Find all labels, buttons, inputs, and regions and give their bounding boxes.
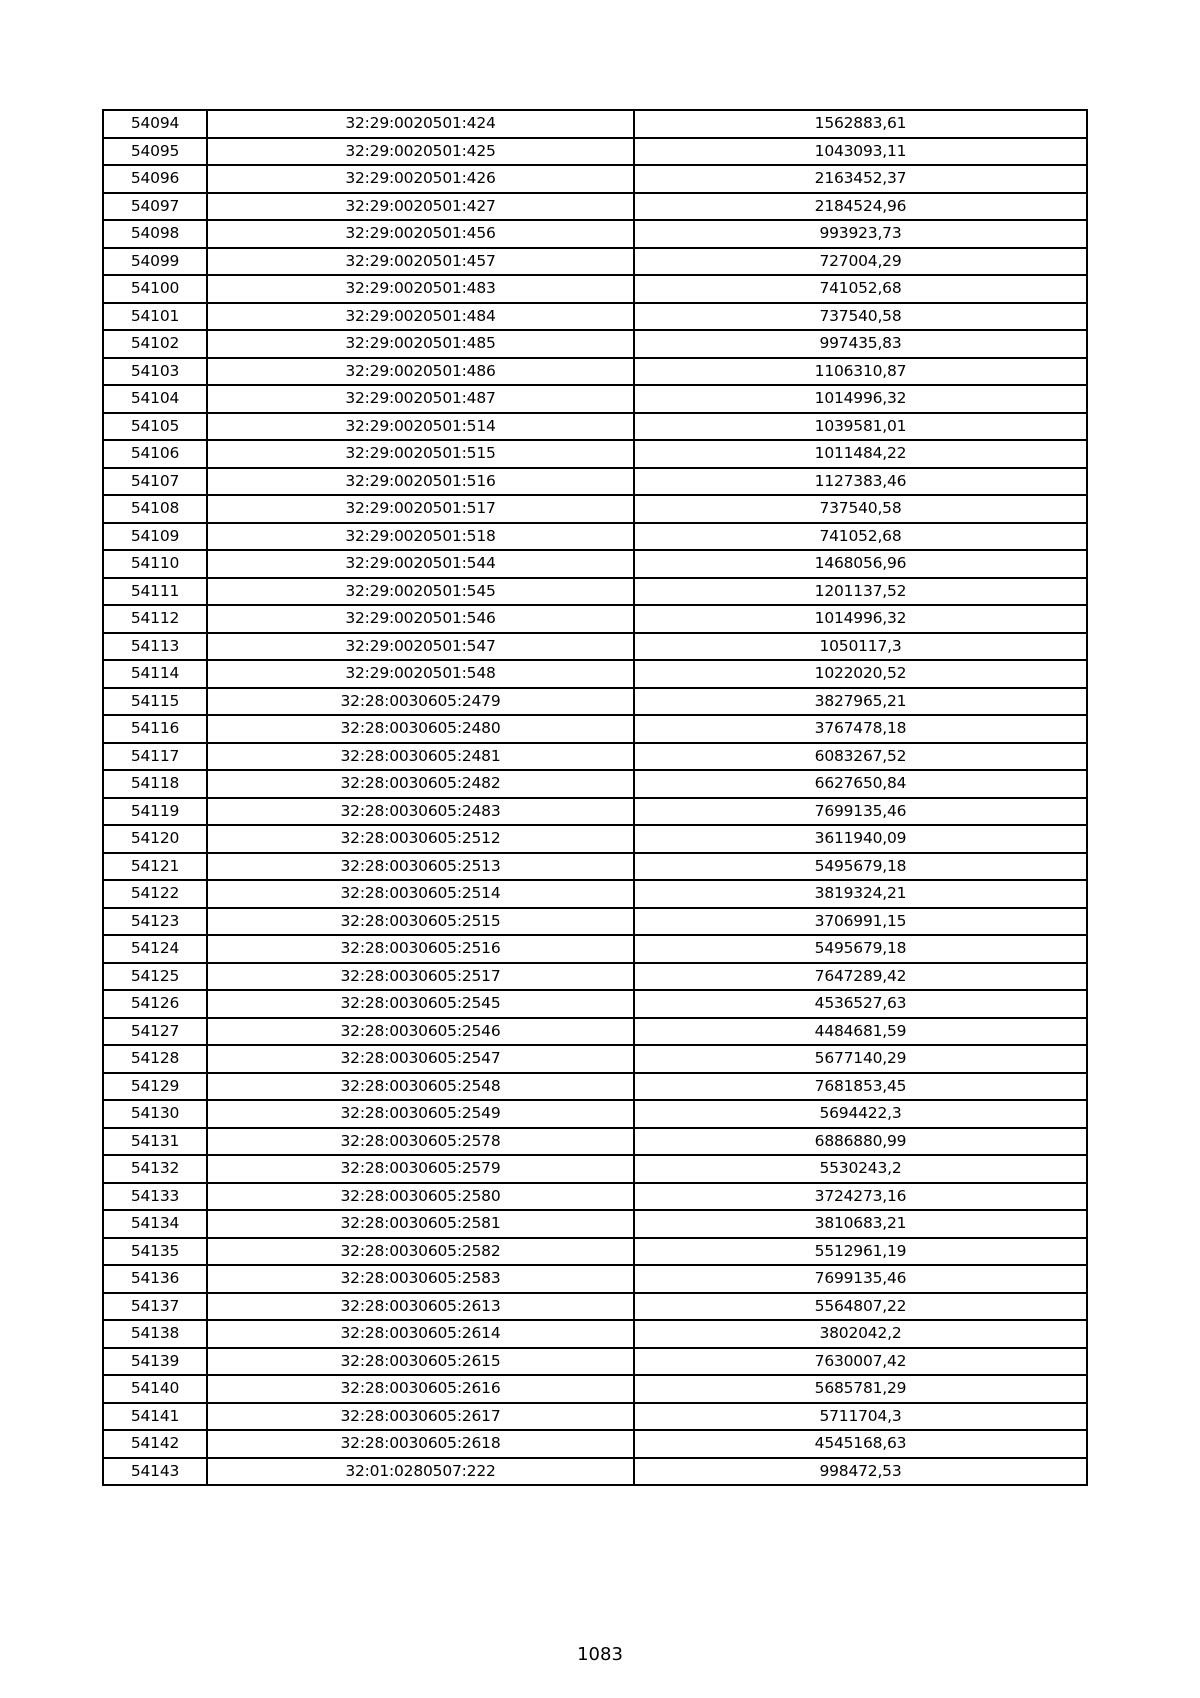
cadastral-number-cell: 32:28:0030605:2547 — [207, 1045, 634, 1073]
table-row — [103, 1320, 1087, 1348]
cadastral-number-cell: 32:28:0030605:2479 — [207, 688, 634, 716]
table-row — [103, 990, 1087, 1018]
row-number-cell: 54111 — [103, 578, 207, 606]
value-cell: 1201137,52 — [634, 578, 1087, 606]
table-row — [103, 275, 1087, 303]
row-number-cell: 54130 — [103, 1100, 207, 1128]
value-cell: 5495679,18 — [634, 853, 1087, 881]
value-cell: 1039581,01 — [634, 413, 1087, 441]
cadastral-number-cell: 32:28:0030605:2549 — [207, 1100, 634, 1128]
row-number-cell: 54105 — [103, 413, 207, 441]
value-cell: 997435,83 — [634, 330, 1087, 358]
cadastral-number-cell: 32:29:0020501:545 — [207, 578, 634, 606]
cadastral-number-cell: 32:28:0030605:2546 — [207, 1018, 634, 1046]
cadastral-number-cell: 32:29:0020501:546 — [207, 605, 634, 633]
table-row — [103, 1403, 1087, 1431]
table-row — [103, 880, 1087, 908]
cadastral-number-cell: 32:28:0030605:2483 — [207, 798, 634, 826]
value-cell: 3810683,21 — [634, 1210, 1087, 1238]
cadastral-number-cell: 32:28:0030605:2513 — [207, 853, 634, 881]
cadastral-number-cell: 32:29:0020501:515 — [207, 440, 634, 468]
value-cell: 741052,68 — [634, 523, 1087, 551]
value-cell: 3706991,15 — [634, 908, 1087, 936]
table-row — [103, 220, 1087, 248]
value-cell: 1468056,96 — [634, 550, 1087, 578]
cadastral-number-cell: 32:28:0030605:2516 — [207, 935, 634, 963]
value-cell: 737540,58 — [634, 303, 1087, 331]
value-cell: 5685781,29 — [634, 1375, 1087, 1403]
row-number-cell: 54116 — [103, 715, 207, 743]
value-cell: 5694422,3 — [634, 1100, 1087, 1128]
cadastral-number-cell: 32:28:0030605:2614 — [207, 1320, 634, 1348]
table-row — [103, 110, 1087, 138]
value-cell: 4545168,63 — [634, 1430, 1087, 1458]
value-cell: 5512961,19 — [634, 1238, 1087, 1266]
value-cell: 3724273,16 — [634, 1183, 1087, 1211]
table-row — [103, 193, 1087, 221]
cadastral-number-cell: 32:28:0030605:2578 — [207, 1128, 634, 1156]
cadastral-number-cell: 32:28:0030605:2480 — [207, 715, 634, 743]
cadastral-number-cell: 32:29:0020501:427 — [207, 193, 634, 221]
table-row — [103, 853, 1087, 881]
value-cell: 737540,58 — [634, 495, 1087, 523]
cadastral-number-cell: 32:29:0020501:485 — [207, 330, 634, 358]
cadastral-number-cell: 32:28:0030605:2618 — [207, 1430, 634, 1458]
table-row — [103, 248, 1087, 276]
row-number-cell: 54137 — [103, 1293, 207, 1321]
value-cell: 1014996,32 — [634, 605, 1087, 633]
table-row — [103, 1238, 1087, 1266]
table-row — [103, 1100, 1087, 1128]
row-number-cell: 54139 — [103, 1348, 207, 1376]
table-row — [103, 1210, 1087, 1238]
row-number-cell: 54112 — [103, 605, 207, 633]
row-number-cell: 54094 — [103, 110, 207, 138]
value-cell: 6083267,52 — [634, 743, 1087, 771]
row-number-cell: 54114 — [103, 660, 207, 688]
row-number-cell: 54115 — [103, 688, 207, 716]
table-row — [103, 1375, 1087, 1403]
row-number-cell: 54123 — [103, 908, 207, 936]
row-number-cell: 54120 — [103, 825, 207, 853]
value-cell: 998472,53 — [634, 1458, 1087, 1486]
cadastral-number-cell: 32:29:0020501:548 — [207, 660, 634, 688]
value-cell: 4536527,63 — [634, 990, 1087, 1018]
value-cell: 3819324,21 — [634, 880, 1087, 908]
cadastral-number-cell: 32:01:0280507:222 — [207, 1458, 634, 1486]
table-row — [103, 798, 1087, 826]
cadastral-number-cell: 32:29:0020501:456 — [207, 220, 634, 248]
row-number-cell: 54131 — [103, 1128, 207, 1156]
row-number-cell: 54143 — [103, 1458, 207, 1486]
table-row — [103, 440, 1087, 468]
value-cell: 1106310,87 — [634, 358, 1087, 386]
row-number-cell: 54121 — [103, 853, 207, 881]
cadastral-number-cell: 32:29:0020501:547 — [207, 633, 634, 661]
row-number-cell: 54113 — [103, 633, 207, 661]
value-cell: 741052,68 — [634, 275, 1087, 303]
row-number-cell: 54108 — [103, 495, 207, 523]
table-row — [103, 138, 1087, 166]
cadastral-number-cell: 32:28:0030605:2548 — [207, 1073, 634, 1101]
value-cell: 6886880,99 — [634, 1128, 1087, 1156]
cadastral-number-cell: 32:28:0030605:2481 — [207, 743, 634, 771]
table-row — [103, 1348, 1087, 1376]
row-number-cell: 54135 — [103, 1238, 207, 1266]
value-cell: 7647289,42 — [634, 963, 1087, 991]
value-cell: 1127383,46 — [634, 468, 1087, 496]
row-number-cell: 54095 — [103, 138, 207, 166]
table-row — [103, 1018, 1087, 1046]
row-number-cell: 54133 — [103, 1183, 207, 1211]
table-row — [103, 523, 1087, 551]
cadastral-number-cell: 32:28:0030605:2482 — [207, 770, 634, 798]
table-row — [103, 165, 1087, 193]
cadastral-number-cell: 32:28:0030605:2616 — [207, 1375, 634, 1403]
value-cell: 1043093,11 — [634, 138, 1087, 166]
table-row — [103, 825, 1087, 853]
value-cell: 3611940,09 — [634, 825, 1087, 853]
table-row — [103, 330, 1087, 358]
table-row — [103, 1128, 1087, 1156]
cadastral-number-cell: 32:29:0020501:483 — [207, 275, 634, 303]
table-row — [103, 633, 1087, 661]
value-cell: 7630007,42 — [634, 1348, 1087, 1376]
cadastral-number-cell: 32:29:0020501:517 — [207, 495, 634, 523]
cadastral-number-cell: 32:29:0020501:486 — [207, 358, 634, 386]
row-number-cell: 54099 — [103, 248, 207, 276]
cadastral-number-cell: 32:29:0020501:518 — [207, 523, 634, 551]
table-row — [103, 935, 1087, 963]
table-row — [103, 1155, 1087, 1183]
cadastral-number-cell: 32:29:0020501:426 — [207, 165, 634, 193]
row-number-cell: 54141 — [103, 1403, 207, 1431]
row-number-cell: 54119 — [103, 798, 207, 826]
table-row — [103, 743, 1087, 771]
row-number-cell: 54136 — [103, 1265, 207, 1293]
table-row — [103, 605, 1087, 633]
cadastral-number-cell: 32:29:0020501:484 — [207, 303, 634, 331]
value-cell: 993923,73 — [634, 220, 1087, 248]
cadastral-number-cell: 32:29:0020501:514 — [207, 413, 634, 441]
value-cell: 5495679,18 — [634, 935, 1087, 963]
cadastral-number-cell: 32:28:0030605:2514 — [207, 880, 634, 908]
cadastral-number-cell: 32:28:0030605:2583 — [207, 1265, 634, 1293]
row-number-cell: 54140 — [103, 1375, 207, 1403]
value-cell: 7681853,45 — [634, 1073, 1087, 1101]
row-number-cell: 54126 — [103, 990, 207, 1018]
table-row — [103, 385, 1087, 413]
row-number-cell: 54096 — [103, 165, 207, 193]
cadastral-number-cell: 32:29:0020501:424 — [207, 110, 634, 138]
cadastral-number-cell: 32:29:0020501:544 — [207, 550, 634, 578]
value-cell: 2163452,37 — [634, 165, 1087, 193]
cadastral-number-cell: 32:28:0030605:2581 — [207, 1210, 634, 1238]
table-row — [103, 578, 1087, 606]
page-number: 1083 — [577, 1644, 623, 1665]
row-number-cell: 54118 — [103, 770, 207, 798]
value-cell: 3827965,21 — [634, 688, 1087, 716]
table-row — [103, 1430, 1087, 1458]
row-number-cell: 54107 — [103, 468, 207, 496]
cadastral-number-cell: 32:28:0030605:2512 — [207, 825, 634, 853]
table-row — [103, 688, 1087, 716]
cadastral-number-cell: 32:28:0030605:2617 — [207, 1403, 634, 1431]
row-number-cell: 54124 — [103, 935, 207, 963]
table-body — [103, 110, 1087, 1485]
table-row — [103, 660, 1087, 688]
table-row — [103, 495, 1087, 523]
table-row — [103, 468, 1087, 496]
row-number-cell: 54103 — [103, 358, 207, 386]
table-row — [103, 1265, 1087, 1293]
cadastral-number-cell: 32:28:0030605:2579 — [207, 1155, 634, 1183]
value-cell: 7699135,46 — [634, 798, 1087, 826]
data-table — [102, 109, 1088, 1486]
table-row — [103, 550, 1087, 578]
cadastral-number-cell: 32:29:0020501:425 — [207, 138, 634, 166]
row-number-cell: 54106 — [103, 440, 207, 468]
row-number-cell: 54109 — [103, 523, 207, 551]
table-row — [103, 1045, 1087, 1073]
value-cell: 1562883,61 — [634, 110, 1087, 138]
value-cell: 4484681,59 — [634, 1018, 1087, 1046]
cadastral-number-cell: 32:29:0020501:487 — [207, 385, 634, 413]
row-number-cell: 54122 — [103, 880, 207, 908]
row-number-cell: 54097 — [103, 193, 207, 221]
table-row — [103, 1183, 1087, 1211]
value-cell: 5530243,2 — [634, 1155, 1087, 1183]
cadastral-number-cell: 32:28:0030605:2515 — [207, 908, 634, 936]
cadastral-number-cell: 32:28:0030605:2582 — [207, 1238, 634, 1266]
row-number-cell: 54127 — [103, 1018, 207, 1046]
cadastral-number-cell: 32:28:0030605:2517 — [207, 963, 634, 991]
value-cell: 1050117,3 — [634, 633, 1087, 661]
value-cell: 1011484,22 — [634, 440, 1087, 468]
table-row — [103, 413, 1087, 441]
cadastral-number-cell: 32:29:0020501:516 — [207, 468, 634, 496]
table-row — [103, 770, 1087, 798]
cadastral-number-cell: 32:28:0030605:2613 — [207, 1293, 634, 1321]
table-row — [103, 715, 1087, 743]
row-number-cell: 54134 — [103, 1210, 207, 1238]
row-number-cell: 54125 — [103, 963, 207, 991]
value-cell: 3802042,2 — [634, 1320, 1087, 1348]
table-row — [103, 963, 1087, 991]
row-number-cell: 54129 — [103, 1073, 207, 1101]
value-cell: 1022020,52 — [634, 660, 1087, 688]
value-cell: 6627650,84 — [634, 770, 1087, 798]
table-row — [103, 303, 1087, 331]
row-number-cell: 54101 — [103, 303, 207, 331]
row-number-cell: 54098 — [103, 220, 207, 248]
row-number-cell: 54110 — [103, 550, 207, 578]
cadastral-number-cell: 32:29:0020501:457 — [207, 248, 634, 276]
cadastral-number-cell: 32:28:0030605:2580 — [207, 1183, 634, 1211]
row-number-cell: 54102 — [103, 330, 207, 358]
table-row — [103, 1293, 1087, 1321]
value-cell: 5564807,22 — [634, 1293, 1087, 1321]
value-cell: 7699135,46 — [634, 1265, 1087, 1293]
cadastral-number-cell: 32:28:0030605:2545 — [207, 990, 634, 1018]
row-number-cell: 54100 — [103, 275, 207, 303]
table-row — [103, 1073, 1087, 1101]
row-number-cell: 54142 — [103, 1430, 207, 1458]
row-number-cell: 54104 — [103, 385, 207, 413]
cadastral-number-cell: 32:28:0030605:2615 — [207, 1348, 634, 1376]
table-row — [103, 358, 1087, 386]
value-cell: 727004,29 — [634, 248, 1087, 276]
row-number-cell: 54138 — [103, 1320, 207, 1348]
value-cell: 3767478,18 — [634, 715, 1087, 743]
row-number-cell: 54132 — [103, 1155, 207, 1183]
row-number-cell: 54128 — [103, 1045, 207, 1073]
value-cell: 5677140,29 — [634, 1045, 1087, 1073]
value-cell: 5711704,3 — [634, 1403, 1087, 1431]
row-number-cell: 54117 — [103, 743, 207, 771]
value-cell: 1014996,32 — [634, 385, 1087, 413]
table-row — [103, 1458, 1087, 1486]
table-row — [103, 908, 1087, 936]
value-cell: 2184524,96 — [634, 193, 1087, 221]
